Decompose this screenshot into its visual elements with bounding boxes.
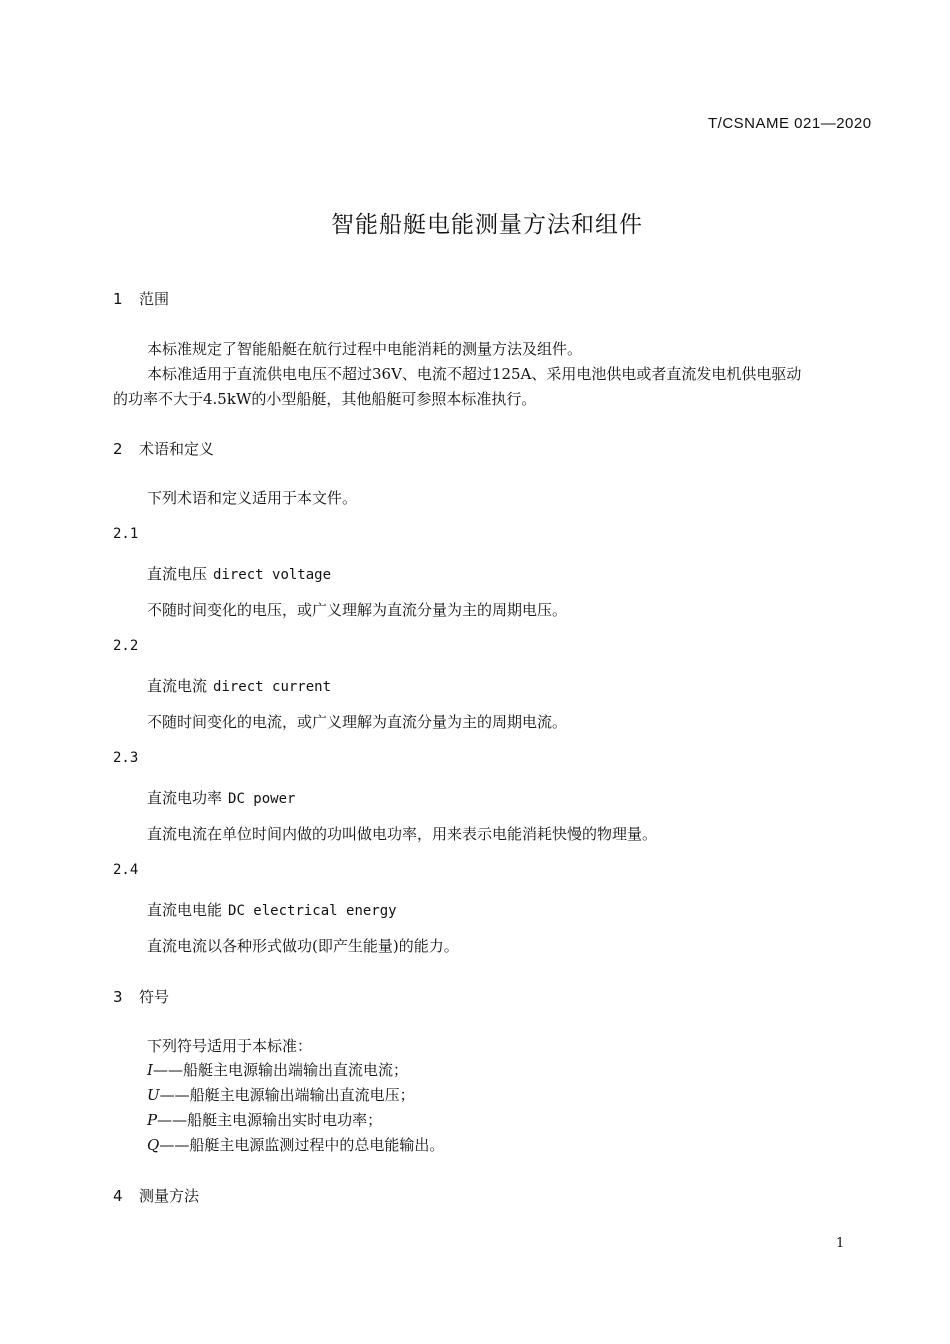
term-number: 2.4 [113, 862, 139, 878]
symbol-letter: U [147, 1086, 160, 1104]
term-chinese: 直流电流 [147, 677, 208, 695]
symbol-description: ——船艇主电源输出端输出直流电压； [159, 1086, 415, 1104]
page-number: 1 [836, 1236, 845, 1251]
section-title: 术语和定义 [139, 440, 215, 458]
term-name [147, 675, 331, 696]
section-1-heading [113, 288, 169, 309]
section-4-heading [113, 1185, 199, 1206]
section-number: 4 [113, 1187, 123, 1205]
term-definition: 直流电流以各种形式做功(即产生能量)的能力。 [147, 937, 459, 955]
standard-number: T/CSNAME 021—2020 [708, 115, 872, 132]
term-english: direct voltage [213, 567, 332, 583]
section-title: 符号 [139, 988, 170, 1006]
symbol-description: ——船艇主电源输出端输出直流电流； [152, 1061, 408, 1079]
scope-paragraph-2-line-1: 本标准适用于直流供电电压不超过36V、电流不超过125A、采用电池供电或者直流发电机供电驱动 [147, 365, 802, 383]
symbol-description: ——船艇主电源监测过程中的总电能输出。 [159, 1136, 445, 1154]
term-name [147, 899, 397, 920]
term-chinese: 直流电功率 [147, 789, 223, 807]
term-number: 2.2 [113, 638, 139, 654]
section-2-heading [113, 438, 214, 459]
symbol-letter: P [147, 1111, 158, 1129]
section-number: 2 [113, 440, 123, 458]
symbol-item [147, 1059, 408, 1080]
document-title: 智能船艇电能测量方法和组件 [331, 212, 643, 238]
term-chinese: 直流电电能 [147, 901, 223, 919]
term-number: 2.3 [113, 750, 139, 766]
term-english: direct current [213, 679, 332, 695]
symbol-item [147, 1109, 382, 1130]
section-number: 3 [113, 988, 123, 1006]
terms-intro: 下列术语和定义适用于本文件。 [147, 489, 358, 507]
symbols-intro: 下列符号适用于本标准： [147, 1037, 313, 1055]
term-name [147, 787, 295, 808]
section-3-heading [113, 986, 169, 1007]
scope-paragraph-1: 本标准规定了智能船艇在航行过程中电能消耗的测量方法及组件。 [147, 340, 583, 358]
symbol-description: ——船艇主电源输出实时电功率； [157, 1111, 383, 1129]
term-definition: 不随时间变化的电压，或广义理解为直流分量为主的周期电压。 [147, 601, 568, 619]
term-number: 2.1 [113, 526, 139, 542]
term-chinese: 直流电压 [147, 565, 208, 583]
symbol-letter: I [147, 1061, 153, 1079]
symbol-item [147, 1134, 444, 1155]
term-definition: 直流电流在单位时间内做的功叫做电功率，用来表示电能消耗快慢的物理量。 [147, 825, 658, 843]
term-english: DC power [228, 791, 296, 807]
symbol-letter: Q [147, 1136, 160, 1154]
scope-paragraph-2-line-2: 的功率不大于4.5kW的小型船艇，其他船艇可参照本标准执行。 [113, 390, 537, 408]
term-english: DC electrical energy [228, 903, 397, 919]
term-definition: 不随时间变化的电流，或广义理解为直流分量为主的周期电流。 [147, 713, 568, 731]
section-title: 范围 [139, 290, 170, 308]
section-number: 1 [113, 290, 123, 308]
section-title: 测量方法 [139, 1187, 200, 1205]
term-name [147, 563, 331, 584]
symbol-item [147, 1084, 415, 1105]
